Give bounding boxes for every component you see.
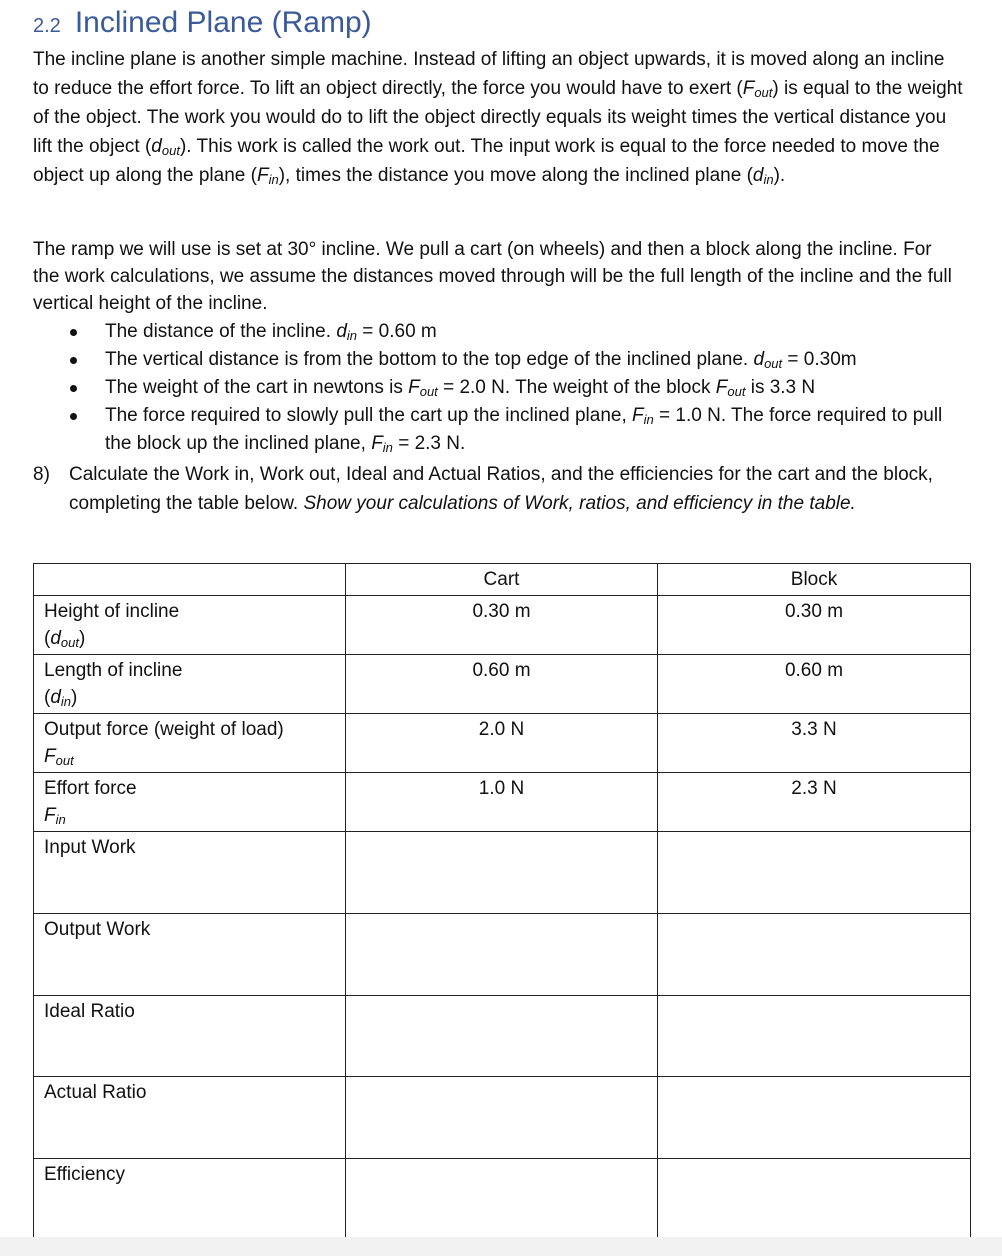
- header-block: Block: [658, 564, 971, 596]
- table-row: [34, 714, 971, 773]
- table-row: [34, 655, 971, 714]
- row-label: [34, 596, 346, 655]
- row-symbol-paren: (: [44, 628, 51, 649]
- block-value[interactable]: 3.3 N: [658, 714, 971, 773]
- section-title: Inclined Plane (Ramp): [74, 6, 372, 39]
- symbol-d: d: [336, 321, 347, 342]
- block-value[interactable]: 0.30 m: [658, 596, 971, 655]
- symbol-sub: out: [764, 356, 783, 371]
- row-label: [34, 773, 346, 832]
- bullet-text: = 2.3 N.: [392, 433, 466, 454]
- cart-actual-ratio-cell[interactable]: [346, 1077, 658, 1159]
- header-cart: Cart: [346, 564, 658, 596]
- bullet-text: = 1.0 N. The force required to pull the block up the inclined plane,: [105, 405, 943, 454]
- symbol-f: F: [256, 165, 269, 186]
- table-row: [34, 832, 971, 914]
- bullet-text: The weight of the cart in newtons is: [105, 377, 409, 398]
- row-symbol-paren: ): [71, 687, 78, 708]
- block-input-work-cell[interactable]: [658, 832, 971, 914]
- section-number: 2.2: [33, 15, 61, 37]
- symbol-sub: out: [754, 85, 773, 100]
- page-bottom-margin: [0, 1237, 1002, 1256]
- symbol-f: F: [742, 78, 755, 99]
- row-symbol-sub: in: [55, 812, 66, 827]
- symbol-sub: out: [161, 143, 180, 158]
- list-item: [33, 374, 973, 402]
- cart-value[interactable]: 0.30 m: [346, 596, 658, 655]
- row-label: Actual Ratio: [34, 1077, 346, 1159]
- row-symbol: F: [44, 746, 56, 767]
- bullet-text: The distance of the incline.: [105, 321, 337, 342]
- table-row: [34, 996, 971, 1077]
- symbol-sub: in: [643, 412, 654, 427]
- symbol-f: F: [371, 433, 383, 454]
- cart-value[interactable]: 2.0 N: [346, 714, 658, 773]
- row-label-text: Height of incline: [44, 601, 180, 622]
- bullet-text: = 0.60 m: [357, 321, 437, 342]
- block-value[interactable]: 2.3 N: [658, 773, 971, 832]
- block-ideal-ratio-cell[interactable]: [658, 996, 971, 1077]
- bullet-text: is 3.3 N: [745, 377, 816, 398]
- row-label-text: Length of incline: [44, 660, 183, 681]
- row-symbol-paren: ): [78, 628, 86, 649]
- table-row: [34, 1159, 971, 1240]
- symbol-d: d: [752, 165, 764, 186]
- table-row: [34, 773, 971, 832]
- work-table: [33, 563, 971, 1240]
- cart-input-work-cell[interactable]: [346, 832, 658, 914]
- row-label: [34, 655, 346, 714]
- row-label: [34, 714, 346, 773]
- header-blank-cell: [34, 564, 346, 596]
- row-symbol-paren: (: [44, 687, 51, 708]
- row-symbol: d: [50, 687, 61, 708]
- intro-text-5: ).: [773, 165, 786, 186]
- bullet-icon: [70, 357, 77, 364]
- question-8: [33, 460, 973, 518]
- bullet-text: The vertical distance is from the bottom to the top edge of the inclined plane.: [105, 349, 754, 370]
- block-efficiency-cell[interactable]: [658, 1159, 971, 1240]
- symbol-f: F: [715, 377, 728, 398]
- section-heading: [33, 6, 372, 40]
- block-actual-ratio-cell[interactable]: [658, 1077, 971, 1159]
- intro-text-4: ), times the distance you move along the inclined plane (: [278, 165, 753, 186]
- symbol-f: F: [408, 377, 420, 398]
- bullet-icon: [70, 329, 77, 336]
- row-symbol-sub: out: [60, 635, 79, 650]
- question-text: [33, 460, 973, 518]
- row-label: Ideal Ratio: [34, 996, 346, 1077]
- row-symbol-sub: in: [60, 694, 72, 709]
- intro-paragraph: [33, 45, 963, 190]
- list-item: [33, 402, 973, 458]
- intro-text-3: ). This work is called the work out. The input work is equal to the force needed to move the object up along the plane (: [33, 136, 940, 186]
- question-prompt: Calculate the Work in, Work out, Ideal and Actual Ratios, and the efficiencies for the cart and the block, completing the table below.: [69, 464, 933, 514]
- symbol-sub: in: [268, 172, 279, 187]
- question-instruction: Show your calculations of Work, ratios, and efficiency in the table.: [303, 493, 856, 514]
- cart-value[interactable]: 0.60 m: [346, 655, 658, 714]
- cart-value[interactable]: 1.0 N: [346, 773, 658, 832]
- cart-efficiency-cell[interactable]: [346, 1159, 658, 1240]
- symbol-sub: in: [346, 328, 358, 343]
- row-symbol: F: [44, 805, 56, 826]
- row-label-text: Effort force: [44, 778, 137, 799]
- symbol-sub: out: [727, 384, 746, 399]
- bullet-icon: [70, 385, 77, 392]
- question-number: 8): [33, 464, 50, 485]
- bullet-text: = 0.30m: [782, 349, 857, 370]
- symbol-d: d: [151, 136, 162, 157]
- row-symbol: d: [50, 628, 61, 649]
- bullet-icon: [70, 413, 77, 420]
- list-item: [33, 346, 973, 374]
- block-value[interactable]: 0.60 m: [658, 655, 971, 714]
- cart-output-work-cell[interactable]: [346, 914, 658, 996]
- block-output-work-cell[interactable]: [658, 914, 971, 996]
- intro-text-1: The incline plane is another simple machine. Instead of lifting an object upwards, it is moved along an incline to reduce the effort force. To lift an object directly, the force you would have to exert (: [33, 49, 945, 99]
- row-symbol-sub: out: [55, 753, 74, 768]
- row-label-text: Output force (weight of load): [44, 719, 284, 740]
- symbol-sub: in: [382, 440, 393, 455]
- bullet-text: The force required to slowly pull the cart up the inclined plane,: [105, 405, 633, 426]
- row-label: Input Work: [34, 832, 346, 914]
- list-item: [33, 318, 973, 346]
- intro-text-2: ) is equal to the weight of the object. The work you would do to lift the object directly equals its weight times the vertical distance you lift the object (: [33, 78, 963, 157]
- table-row: [34, 1077, 971, 1159]
- bullet-text: = 2.0 N. The weight of the block: [437, 377, 716, 398]
- row-label: Efficiency: [34, 1159, 346, 1240]
- ramp-paragraph: The ramp we will use is set at 30° incline. We pull a cart (on wheels) and then a block along the incline. For the work calculations, we assume the distances moved through will be the full length of the incline and the full vertical height of the incline.: [33, 239, 952, 314]
- symbol-f: F: [632, 405, 644, 426]
- given-values-list: [33, 318, 973, 458]
- row-label: Output Work: [34, 914, 346, 996]
- table-row: [34, 596, 971, 655]
- table-header-row: [34, 564, 971, 596]
- symbol-sub: in: [763, 172, 774, 187]
- table-row: [34, 914, 971, 996]
- symbol-sub: out: [419, 384, 438, 399]
- cart-ideal-ratio-cell[interactable]: [346, 996, 658, 1077]
- symbol-d: d: [753, 349, 765, 370]
